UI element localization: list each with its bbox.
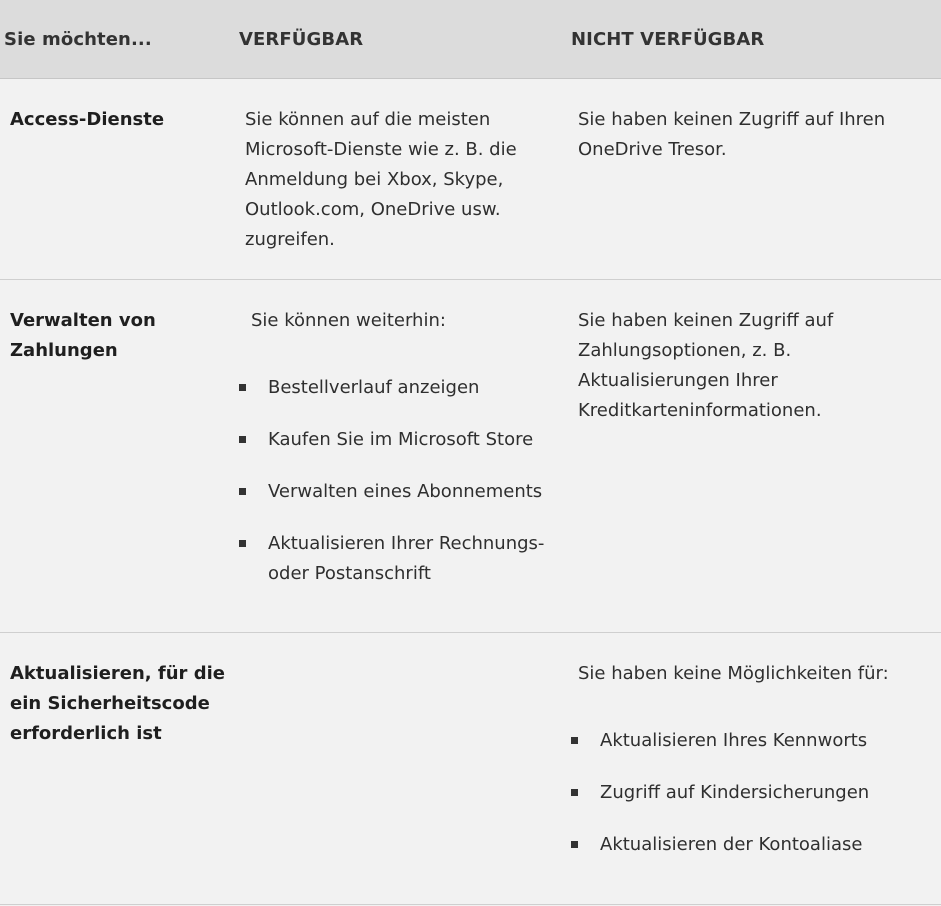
row-label: Verwalten von Zahlungen (10, 310, 156, 361)
list-item: Verwalten eines Abonnements (239, 477, 549, 507)
bullet-square-icon (239, 488, 246, 495)
bullet-square-icon (239, 384, 246, 391)
list-item: Aktualisieren Ihres Kennworts (571, 726, 911, 756)
header-col-task: Sie möchten... (4, 29, 152, 50)
available-text: Sie können auf die meisten Microsoft-Dienste wie z. B. die Anmeldung bei Xbox, Skype, Outlook.com, OneDrive usw. zugreifen. (245, 109, 517, 250)
row-label: Aktualisieren, für die ein Sicherheitscode erforderlich ist (10, 663, 225, 744)
unavailable-list (571, 726, 911, 882)
bullet-square-icon (571, 789, 578, 796)
table-header (0, 0, 941, 79)
unavailable-text: Sie haben keinen Zugriff auf Ihren OneDrive Tresor. (578, 109, 886, 160)
header-col-unavailable: NICHT VERFÜGBAR (571, 29, 765, 50)
bullet-square-icon (239, 540, 246, 547)
table-row-security-code (0, 633, 941, 905)
available-list (239, 373, 549, 611)
row-label: Access-Dienste (10, 109, 165, 130)
bullet-square-icon (571, 737, 578, 744)
bullet-square-icon (571, 841, 578, 848)
available-intro: Sie können weiterhin: (251, 310, 446, 331)
unavailable-text: Sie haben keinen Zugriff auf Zahlungsoptionen, z. B. Aktualisierungen Ihrer Kreditkarteninformationen. (578, 310, 834, 421)
bullet-square-icon (239, 436, 246, 443)
table-row-access (0, 79, 941, 280)
list-item: Bestellverlauf anzeigen (239, 373, 549, 403)
list-item: Aktualisieren Ihrer Rechnungs- oder Postanschrift (239, 529, 549, 589)
list-item: Zugriff auf Kindersicherungen (571, 778, 911, 808)
list-item: Kaufen Sie im Microsoft Store (239, 425, 549, 455)
unavailable-intro: Sie haben keine Möglichkeiten für: (578, 663, 889, 684)
table-row-payments (0, 280, 941, 633)
list-item: Aktualisieren der Kontoaliase (571, 830, 911, 860)
header-col-available: VERFÜGBAR (239, 29, 364, 50)
